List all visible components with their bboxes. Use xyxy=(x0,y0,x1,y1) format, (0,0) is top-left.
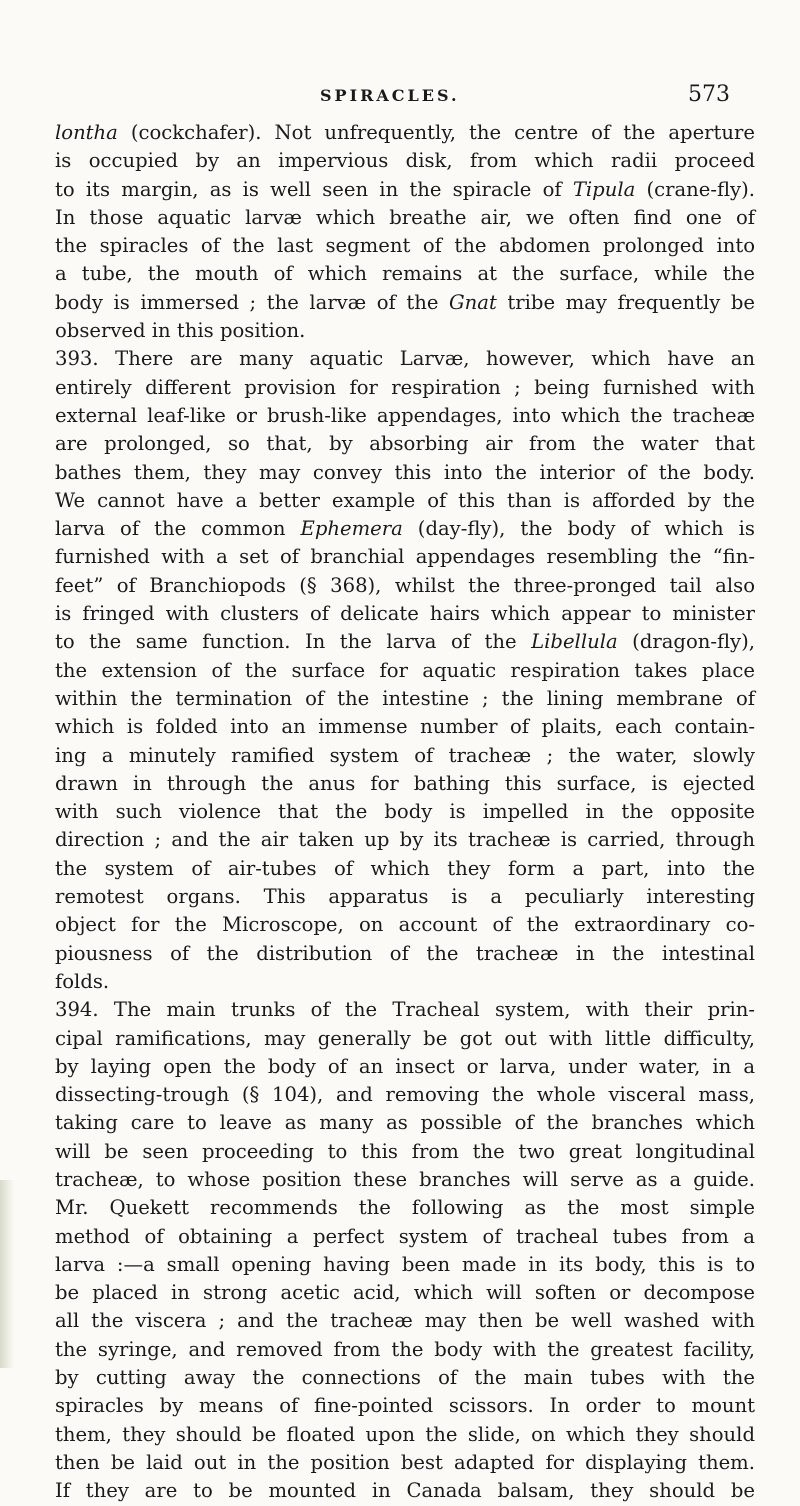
text-line xyxy=(55,1081,755,1109)
text-line xyxy=(55,119,755,147)
text-run: piousness of the distribution of the tracheæ in the intestinal xyxy=(55,941,755,965)
text-run: larva of the common xyxy=(55,517,301,541)
text-line xyxy=(55,147,755,175)
text-run: is occupied by an impervious disk, from which radii proceed xyxy=(55,149,755,173)
text-line xyxy=(55,430,755,458)
text-run: tracheæ, to whose position these branches will serve as a guide. xyxy=(55,1167,755,1191)
text-run: 394. The main trunks of the Tracheal system, with their prin- xyxy=(55,998,755,1022)
text-line xyxy=(55,572,755,600)
page-edge-shadow xyxy=(0,1180,14,1368)
text-line xyxy=(55,1392,755,1420)
text-run: feet” of Branchiopods (§ 368), whilst the three-pronged tail also xyxy=(55,573,755,597)
text-line xyxy=(55,1166,755,1194)
text-line xyxy=(55,911,755,939)
text-run: (crane-fly). xyxy=(635,177,755,201)
text-line xyxy=(55,1025,755,1053)
running-head xyxy=(0,82,800,110)
page-number: 573 xyxy=(688,82,730,107)
text-run: then be laid out in the position best adapted for displaying them. xyxy=(55,1450,755,1474)
text-line xyxy=(55,204,755,232)
text-line xyxy=(55,1053,755,1081)
italic-term: Ephemera xyxy=(300,517,403,541)
text-run: the syringe, and removed from the body with the greatest facility, xyxy=(55,1337,755,1361)
text-line xyxy=(55,1477,755,1505)
text-run: 393. There are many aquatic Larvæ, however, which have an xyxy=(55,347,755,371)
text-run: be placed in strong acetic acid, which will soften or decompose xyxy=(55,1281,755,1305)
text-run: tribe may frequently be xyxy=(496,290,755,314)
text-run: body is immersed ; the larvæ of the xyxy=(55,290,449,314)
text-line xyxy=(55,883,755,911)
text-run: by cutting away the connections of the main tubes with the xyxy=(55,1366,755,1390)
text-line xyxy=(55,1138,755,1166)
text-run: object for the Microscope, on account of the extraordinary co- xyxy=(55,913,755,937)
text-line xyxy=(55,459,755,487)
italic-term: Libellula xyxy=(531,630,618,654)
text-run: If they are to be mounted in Canada balsam, they should be xyxy=(55,1479,755,1503)
italic-term: lontha xyxy=(55,121,118,144)
text-run: method of obtaining a perfect system of tracheal tubes from a xyxy=(55,1224,755,1248)
text-run: the spiracles of the last segment of the abdomen prolonged into xyxy=(55,234,755,258)
text-run: are prolonged, so that, by absorbing air from the water that xyxy=(55,432,755,456)
text-line xyxy=(55,685,755,713)
text-run: Mr. Quekett recommends the following as the most simple xyxy=(55,1196,755,1220)
text-line xyxy=(55,1307,755,1335)
text-run: a tube, the mouth of which remains at the surface, while the xyxy=(55,262,755,286)
text-line xyxy=(55,1364,755,1392)
text-line xyxy=(55,713,755,741)
text-run: with such violence that the body is impelled in the opposite xyxy=(55,800,755,824)
text-line xyxy=(55,1109,755,1137)
text-line xyxy=(55,1223,755,1251)
text-line xyxy=(55,1449,755,1477)
text-run: all the viscera ; and the tracheæ may then be well washed with xyxy=(55,1309,755,1333)
body-text xyxy=(55,119,755,1506)
text-run: within the termination of the intestine ; the lining membrane of xyxy=(55,686,755,710)
text-run: entirely different provision for respiration ; being furnished with xyxy=(55,375,755,399)
text-run: (day-fly), the body of which is xyxy=(402,517,755,541)
text-line xyxy=(55,289,755,317)
text-line xyxy=(55,1279,755,1307)
text-run: external leaf-like or brush-like appendages, into which the tracheæ xyxy=(55,403,755,427)
text-line xyxy=(55,374,755,402)
text-line xyxy=(55,855,755,883)
text-run: cipal ramifications, may generally be got out with little difficulty, xyxy=(55,1026,755,1050)
text-run: to its margin, as is well seen in the spiracle of xyxy=(55,177,573,201)
text-run: to the same function. In the larva of the xyxy=(55,630,532,654)
text-run: folds. xyxy=(55,969,110,993)
text-line xyxy=(55,798,755,826)
text-run: (dragon-fly), xyxy=(617,630,756,654)
text-run: observed in this position. xyxy=(55,319,306,343)
text-line xyxy=(55,600,755,628)
italic-term: Gnat xyxy=(449,290,497,314)
text-line xyxy=(55,487,755,515)
text-run: (cockchafer). Not unfrequently, the centre of the aperture xyxy=(117,121,755,144)
italic-term: Tipula xyxy=(572,177,636,201)
text-run: will be seen proceeding to this from the two great longitudinal xyxy=(55,1139,755,1163)
text-run: bathes them, they may convey this into the interior of the body. xyxy=(55,460,755,484)
text-run: the extension of the surface for aquatic respiration takes place xyxy=(55,658,755,682)
text-run: them, they should be floated upon the slide, on which they should xyxy=(55,1422,755,1446)
text-run: dissecting-trough (§ 104), and removing the whole visceral mass, xyxy=(55,1083,755,1107)
text-run: larva :—a small opening having been made in its body, this is to xyxy=(55,1252,755,1276)
text-run: drawn in through the anus for bathing this surface, is ejected xyxy=(55,771,755,795)
text-line xyxy=(55,260,755,288)
text-line xyxy=(55,317,755,345)
text-line xyxy=(55,940,755,968)
text-line xyxy=(55,515,755,543)
text-line xyxy=(55,402,755,430)
text-line xyxy=(55,176,755,204)
text-line xyxy=(55,543,755,571)
text-line xyxy=(55,826,755,854)
text-run: We cannot have a better example of this than is afforded by the xyxy=(55,488,755,512)
text-run: is fringed with clusters of delicate hairs which appear to minister xyxy=(55,602,755,626)
text-run: ing a minutely ramified system of tracheæ ; the water, slowly xyxy=(55,743,755,767)
text-line xyxy=(55,1421,755,1449)
text-line xyxy=(55,742,755,770)
text-run: which is folded into an immense number of plaits, each contain- xyxy=(55,715,755,739)
text-line xyxy=(55,770,755,798)
text-run: direction ; and the air taken up by its tracheæ is carried, through xyxy=(55,828,755,852)
text-line xyxy=(55,232,755,260)
text-line xyxy=(55,1194,755,1222)
running-title: SPIRACLES. xyxy=(320,86,460,105)
text-line xyxy=(55,968,755,996)
text-line xyxy=(55,996,755,1024)
text-run: In those aquatic larvæ which breathe air, we often find one of xyxy=(55,205,755,229)
text-line xyxy=(55,657,755,685)
text-line xyxy=(55,345,755,373)
text-run: furnished with a set of branchial appendages resembling the “fin- xyxy=(55,545,755,569)
text-line xyxy=(55,628,755,656)
text-line xyxy=(55,1251,755,1279)
text-run: spiracles by means of fine-pointed scissors. In order to mount xyxy=(55,1394,755,1418)
text-run: taking care to leave as many as possible of the branches which xyxy=(55,1111,755,1135)
text-run: the system of air-tubes of which they form a part, into the xyxy=(55,856,755,880)
text-run: remotest organs. This apparatus is a peculiarly interesting xyxy=(55,885,755,909)
text-line xyxy=(55,1336,755,1364)
text-run: by laying open the body of an insect or larva, under water, in a xyxy=(55,1054,755,1078)
